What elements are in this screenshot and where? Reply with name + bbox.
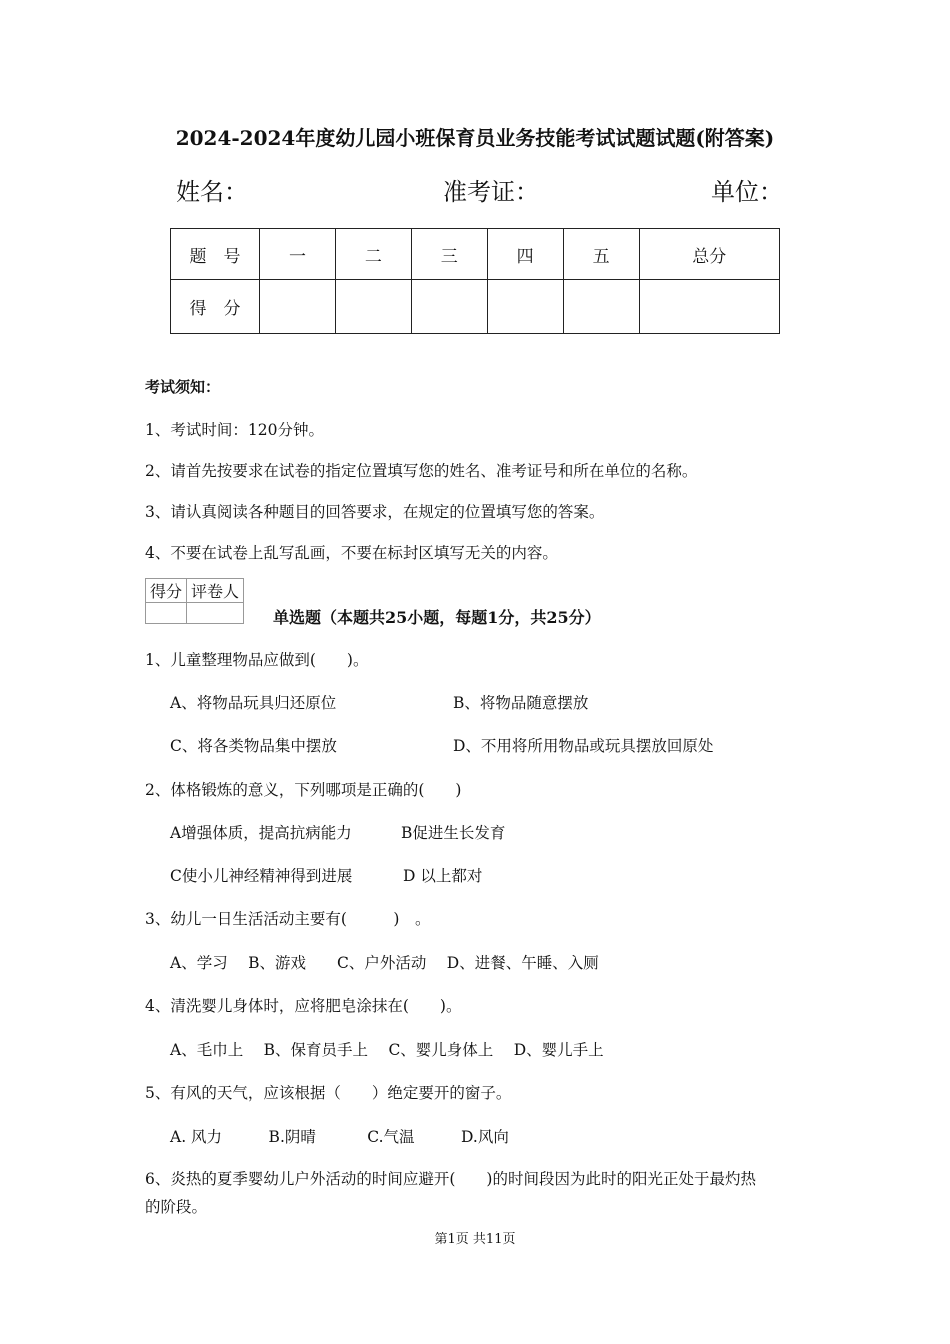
question-3-options: A、学习 B、游戏 C、户外活动 D、进餐、午睡、入厕 [170,954,599,972]
header-cell-4: 四 [487,229,563,280]
question-2-stem: 2、体格锻炼的意义，下列哪项是正确的( ) [145,781,462,799]
score-table-score-row [171,280,780,334]
question-1-option-a: A、将物品玩具归还原位 [170,694,337,712]
question-2-option-c: C使小儿神经精神得到进展 [170,867,353,885]
question-2-option-b: B促进生长发育 [401,824,506,842]
question-1-stem: 1、儿童整理物品应做到( )。 [145,651,369,669]
header-cell-2: 二 [335,229,411,280]
question-1-option-c: C、将各类物品集中摆放 [170,737,337,755]
score-cell-2[interactable] [335,280,411,334]
exam-id-field-label: 准考证： [443,178,539,206]
question-4-stem: 4、清洗婴儿身体时，应将肥皂涂抹在( )。 [145,997,462,1015]
grader-score-cell[interactable] [146,603,187,624]
row-label-score: 得 分 [171,280,260,334]
notice-item-4: 4、不要在试卷上乱写乱画，不要在标封区填写无关的内容。 [145,544,558,562]
grader-box [145,578,244,624]
score-cell-total[interactable] [639,280,779,334]
score-cell-4[interactable] [487,280,563,334]
section-title: 单选题（本题共25小题，每题1分，共25分） [273,608,601,627]
question-6-stem: 6、炎热的夏季婴幼儿户外活动的时间应避开( )的时间段因为此时的阳光正处于最灼热 [145,1170,756,1188]
unit-field-label: 单位： [711,178,783,206]
score-cell-5[interactable] [563,280,639,334]
grader-reviewer-cell[interactable] [187,603,244,624]
score-cell-3[interactable] [411,280,487,334]
question-1-option-d: D、不用将所用物品或玩具摆放回原处 [453,737,714,755]
question-1-option-b: B、将物品随意摆放 [453,694,589,712]
question-6-stem-continued: 的阶段。 [145,1198,208,1216]
header-cell-1: 一 [260,229,336,280]
question-2-option-d: D 以上都对 [403,867,483,885]
notice-item-1: 1、考试时间：120分钟。 [145,421,324,439]
question-4-options: A、毛巾上 B、保育员手上 C、婴儿身体上 D、婴儿手上 [170,1041,604,1059]
grader-score-label: 得分 [146,579,187,603]
header-cell-total: 总分 [639,229,779,280]
document-title: 2024-2024年度幼儿园小班保育员业务技能考试试题试题(附答案) [175,126,775,150]
header-cell-5: 五 [563,229,639,280]
grader-reviewer-label: 评卷人 [187,579,244,603]
name-field-label: 姓名： [176,178,248,206]
score-cell-1[interactable] [260,280,336,334]
notice-item-2: 2、请首先按要求在试卷的指定位置填写您的姓名、准考证号和所在单位的名称。 [145,462,698,480]
question-2-option-a: A增强体质，提高抗病能力 [170,824,352,842]
page-footer: 第1页 共11页 [434,1232,516,1247]
header-cell-question-number: 题 号 [171,229,260,280]
header-cell-3: 三 [411,229,487,280]
question-5-stem: 5、有风的天气，应该根据（ ）绝定要开的窗子。 [145,1084,512,1102]
notice-item-3: 3、请认真阅读各种题目的回答要求，在规定的位置填写您的答案。 [145,503,605,521]
question-5-options: A. 风力 B.阴晴 C.气温 D.风向 [170,1128,509,1146]
score-table [170,228,780,334]
question-3-stem: 3、幼儿一日生活活动主要有( ) 。 [145,910,431,928]
notice-heading: 考试须知： [145,378,221,396]
score-table-header-row [171,229,780,280]
